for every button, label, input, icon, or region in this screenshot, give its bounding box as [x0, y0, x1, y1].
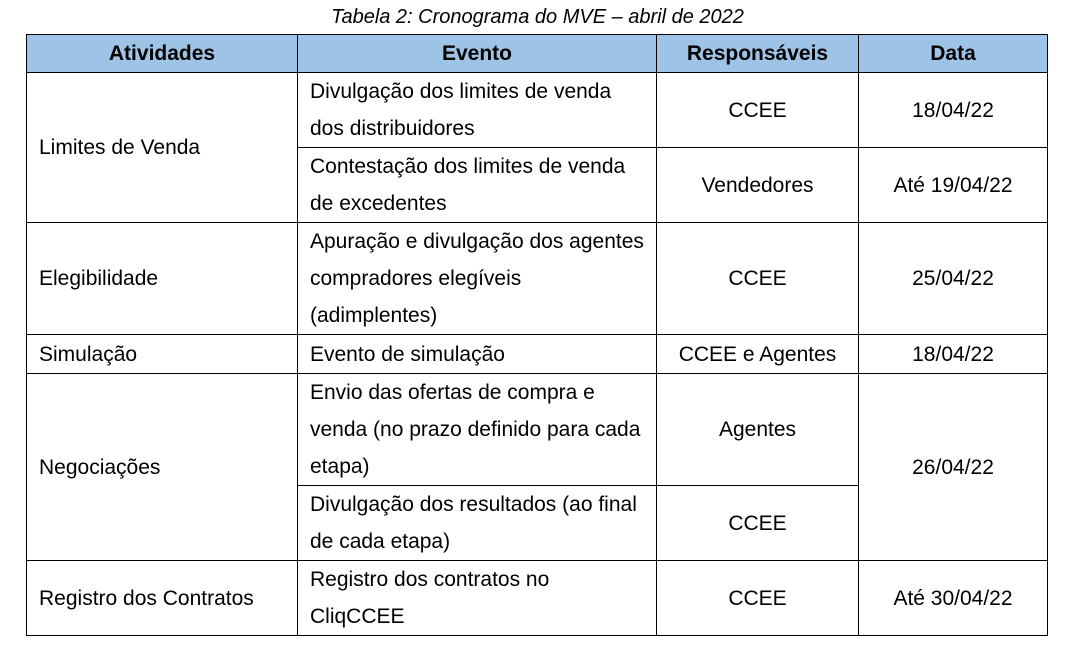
table-row — [27, 335, 1048, 374]
table-caption: Tabela 2: Cronograma do MVE – abril de 2022 — [331, 6, 744, 28]
activity-cell: Registro dos Contratos — [27, 561, 298, 636]
responsible-cell: CCEE — [657, 561, 859, 636]
header-atividades: Atividades — [27, 35, 298, 73]
table-row — [27, 374, 1048, 486]
responsible-cell: CCEE e Agentes — [657, 335, 859, 374]
date-cell: 18/04/22 — [859, 73, 1048, 148]
date-cell: Até 30/04/22 — [859, 561, 1048, 636]
responsible-cell: Vendedores — [657, 148, 859, 223]
date-cell: 26/04/22 — [859, 374, 1048, 561]
event-cell: Registro dos contratos no CliqCCEE — [298, 561, 657, 636]
event-cell: Envio das ofertas de compra e venda (no prazo definido para cada etapa) — [298, 374, 657, 486]
table-row — [27, 561, 1048, 636]
header-data: Data — [859, 35, 1048, 73]
activity-cell: Simulação — [27, 335, 298, 374]
header-row — [27, 35, 1048, 73]
event-cell: Divulgação dos limites de venda dos distribuidores — [298, 73, 657, 148]
activity-cell: Elegibilidade — [27, 223, 298, 335]
table-row — [27, 73, 1048, 148]
header-evento: Evento — [298, 35, 657, 73]
date-cell: 25/04/22 — [859, 223, 1048, 335]
schedule-table — [26, 34, 1048, 636]
responsible-cell: Agentes — [657, 374, 859, 486]
header-responsaveis: Responsáveis — [657, 35, 859, 73]
responsible-cell: CCEE — [657, 73, 859, 148]
table-row — [27, 223, 1048, 335]
responsible-cell: CCEE — [657, 223, 859, 335]
responsible-cell: CCEE — [657, 486, 859, 561]
event-cell: Apuração e divulgação dos agentes compradores elegíveis (adimplentes) — [298, 223, 657, 335]
event-cell: Evento de simulação — [298, 335, 657, 374]
event-cell: Divulgação dos resultados (ao final de cada etapa) — [298, 486, 657, 561]
date-cell: 18/04/22 — [859, 335, 1048, 374]
activity-cell: Negociações — [27, 374, 298, 561]
event-cell: Contestação dos limites de venda de excedentes — [298, 148, 657, 223]
activity-cell: Limites de Venda — [27, 73, 298, 223]
date-cell: Até 19/04/22 — [859, 148, 1048, 223]
